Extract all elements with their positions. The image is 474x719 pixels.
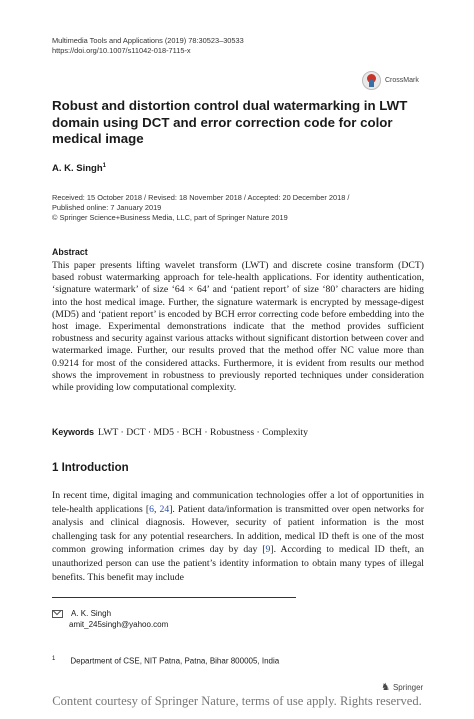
- courtesy-notice: Content courtesy of Springer Nature, terms of use apply. Rights reserved.: [52, 694, 422, 708]
- author: [52, 163, 106, 174]
- correspondence-email[interactable]: amit_245singh@yahoo.com: [69, 620, 169, 629]
- keywords-label: Keywords: [52, 427, 95, 437]
- affiliation-text: Department of CSE, NIT Patna, Patna, Bihar 800005, India: [70, 656, 280, 666]
- journal-header: [52, 36, 244, 56]
- abstract-heading: Abstract: [52, 247, 88, 257]
- publisher-logo: [381, 682, 423, 693]
- copyright-line: © Springer Science+Business Media, LLC, part of Springer Nature 2019: [52, 213, 288, 223]
- citation-link-24[interactable]: 24: [159, 503, 170, 515]
- keywords-list: LWT · DCT · MD5 · BCH · Robustness · Complexity: [98, 427, 308, 438]
- correspondence: [52, 608, 168, 630]
- introduction-text: [52, 489, 424, 584]
- abstract-text: This paper presents lifting wavelet transform (LWT) and discrete cosine transform (DCT) based robust watermarking approach for tele-health applications. For identity authentication, ‘signature watermark’ of size ‘64 × 64’ and ‘patient report’ of size ‘80’ characters are hiding into the host medical image. Further, the signature watermark is encrypted by message-digest (MD5) and ‘patient report’ is encoded by BCH error correcting code before embedding into the host image. Experimental demonstrations indicate that the method provides sufficient robustness and security against various attacks without significant distortion between cover and watermarked image. Further, our results proved that the method offer NC value more than 0.9214 for most of the considered attacks. Furthermore, it is evident from results our method shows the improvement in robustness to previously reported techniques under consideration while providing low computational complexity.: [52, 260, 424, 394]
- author-name[interactable]: A. K. Singh: [52, 163, 103, 175]
- publisher-name: Springer: [392, 683, 424, 692]
- intro-sep: ,: [153, 503, 160, 515]
- intro-text-2: ]. Patient data/information is transmitted over open networks for analysis and clinical diagnosis. However, security of patient information is the most challenging task for any potential researchers. In addition, medical ID theft is one of the most common growing information crimes day by day [: [52, 503, 424, 556]
- affiliation: [52, 656, 279, 666]
- dates-line-2: Published online: 7 January 2019: [52, 203, 162, 213]
- publication-dates: [52, 193, 432, 224]
- citation-link-6[interactable]: 6: [149, 503, 154, 515]
- dates-line-1: Received: 15 October 2018 / Revised: 18 November 2018 / Accepted: 20 December 2018 /: [52, 193, 350, 202]
- intro-text-1: In recent time, digital imaging and communication technologies offer a lot of opportunities in tele-health applications [: [52, 490, 424, 515]
- affiliation-marker: 1: [52, 656, 56, 662]
- crossmark-icon: [362, 71, 381, 90]
- springer-horse-icon: ♞: [381, 682, 390, 693]
- paper-title: Robust and distortion control dual watermarking in LWT domain using DCT and error correction code for color medical image: [52, 98, 408, 146]
- correspondence-name: A. K. Singh: [71, 609, 112, 618]
- citation-link-9[interactable]: 9: [265, 544, 271, 556]
- section-heading-introduction: 1 Introduction: [52, 462, 129, 474]
- footnote-divider: [52, 597, 296, 598]
- keywords: [52, 427, 424, 438]
- doi-link[interactable]: https://doi.org/10.1007/s11042-018-7115-x: [52, 46, 191, 55]
- journal-citation: Multimedia Tools and Applications (2019) 78:30523–30533: [52, 36, 244, 45]
- envelope-icon: [52, 610, 63, 618]
- crossmark-label: CrossMark: [385, 76, 419, 84]
- author-affil-marker: 1: [102, 163, 107, 169]
- intro-text-3: ]. According to medical ID theft, an unauthorized person can use the patient’s identity information to obtain many types of illegal benefits. This benefit may include: [52, 544, 424, 583]
- crossmark-button[interactable]: [362, 69, 434, 91]
